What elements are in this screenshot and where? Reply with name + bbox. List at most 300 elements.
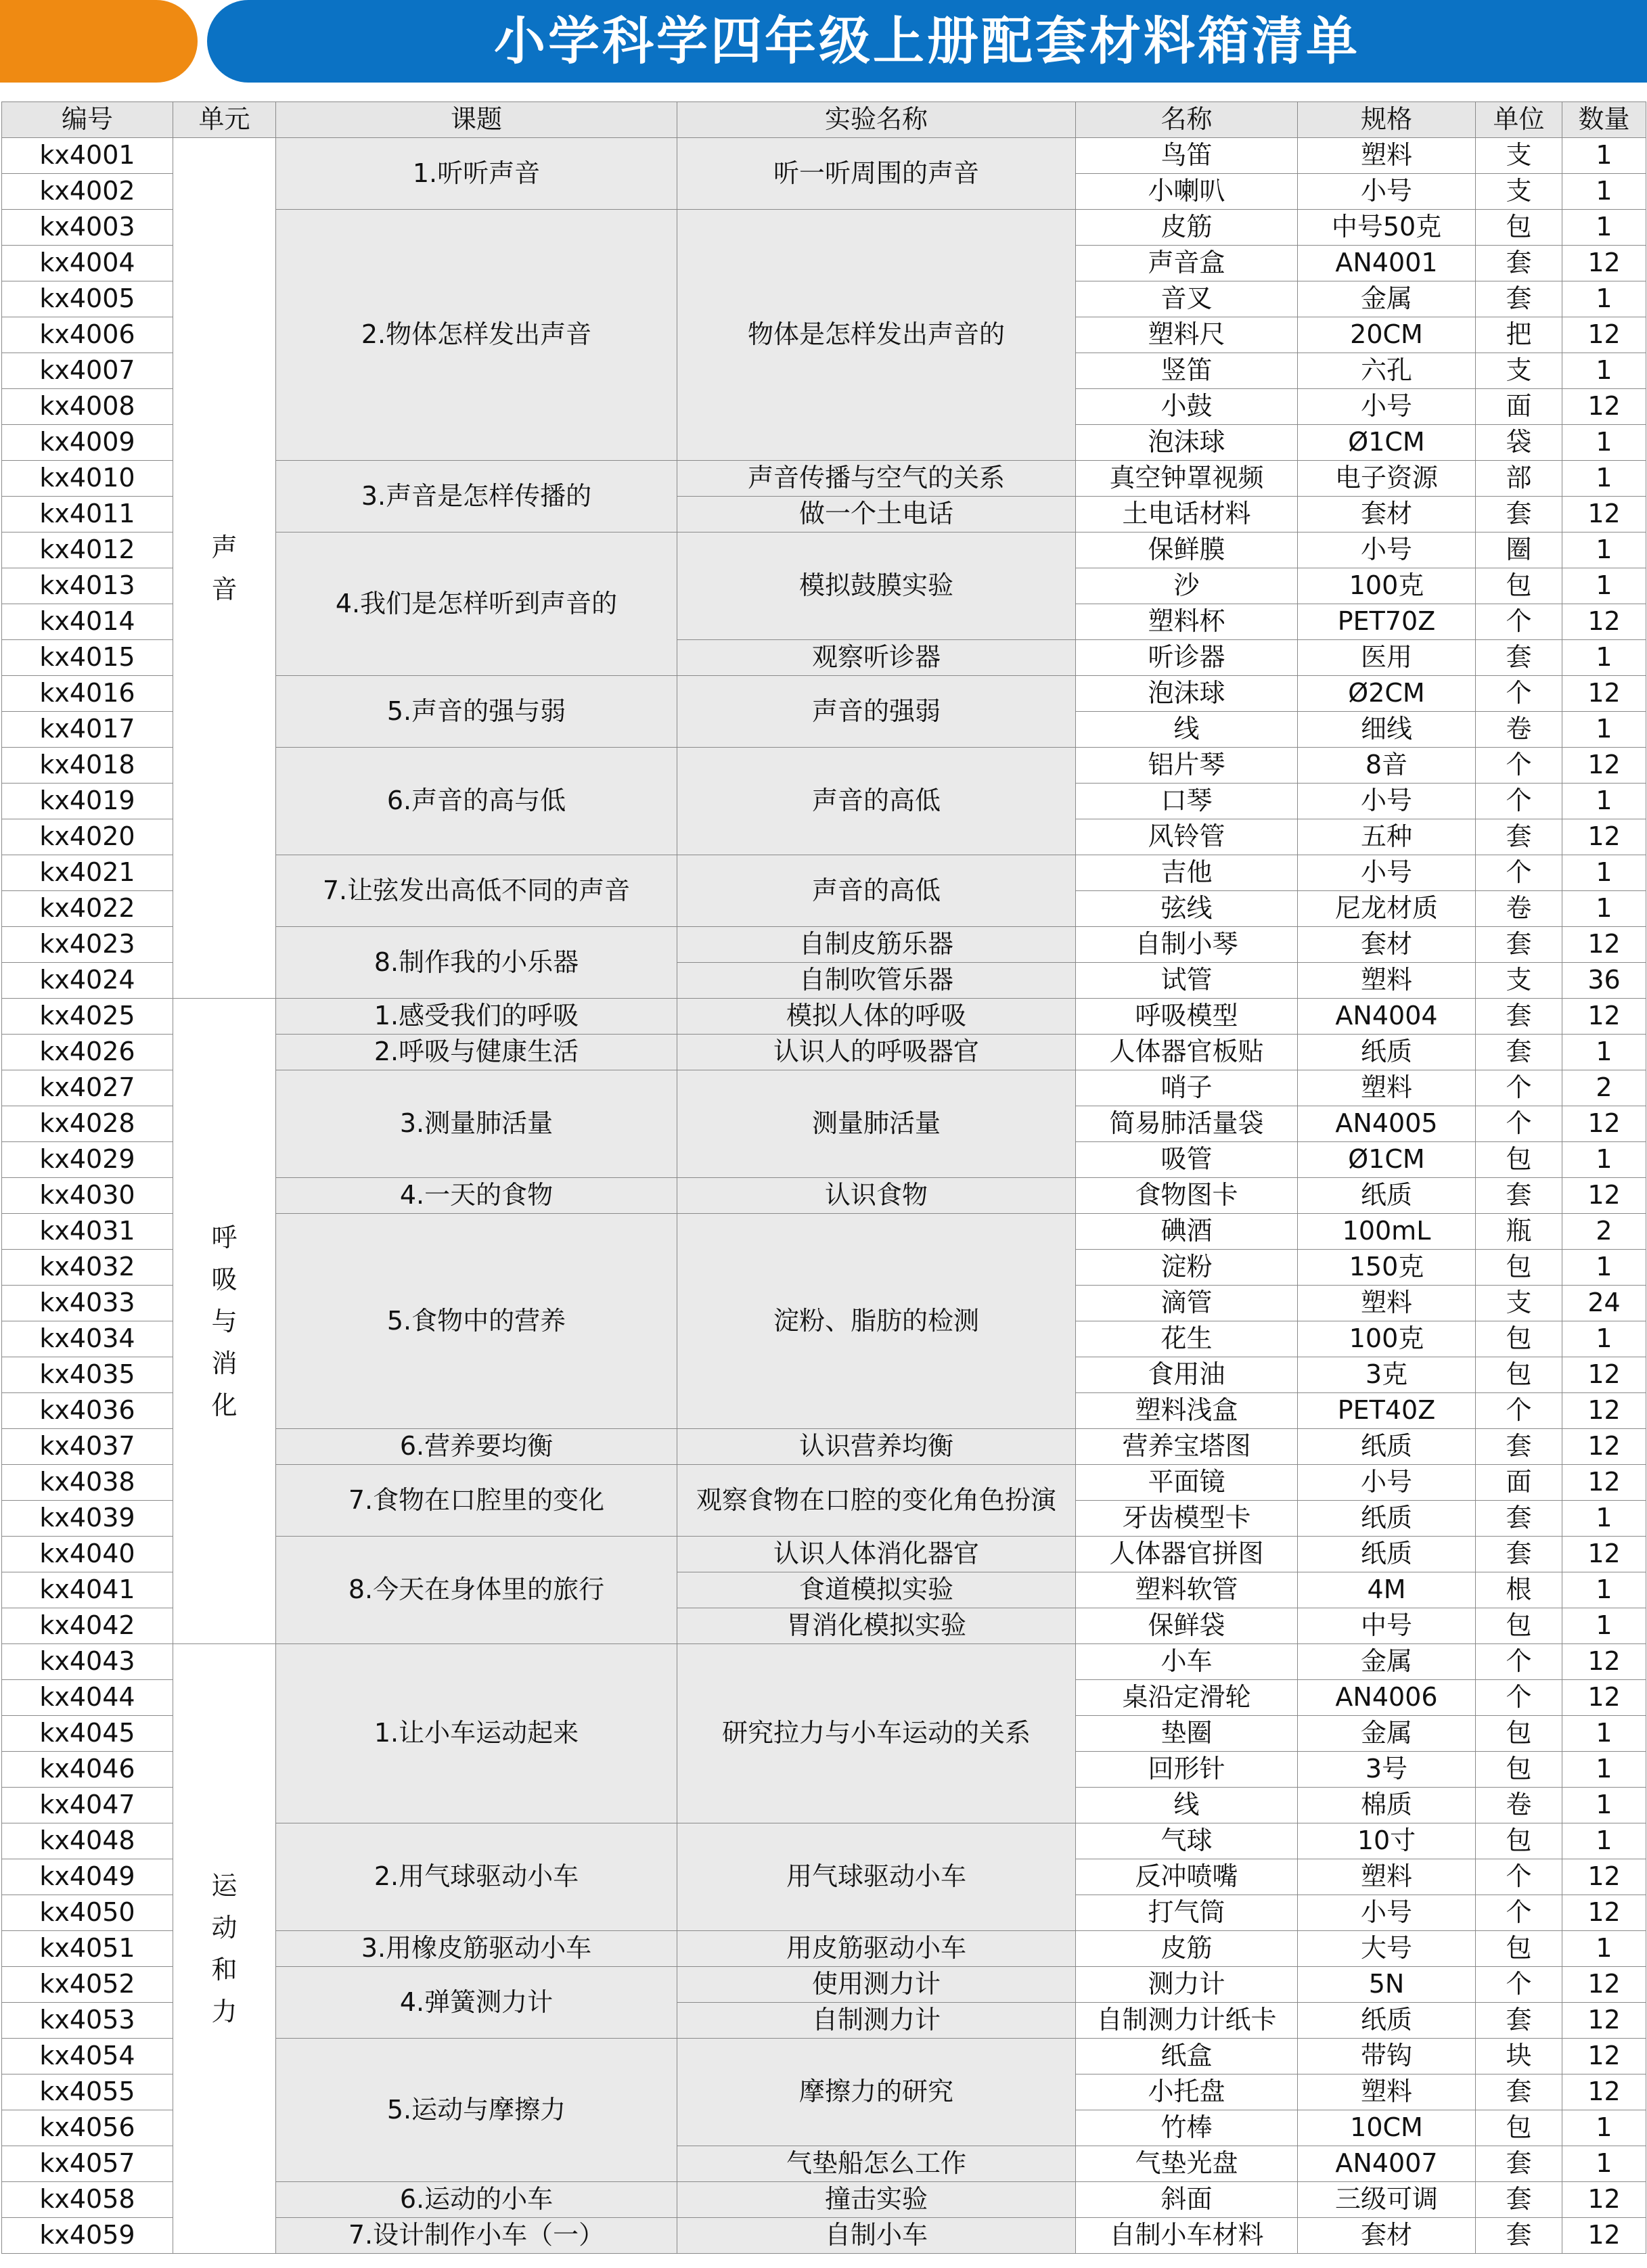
cell-spec: 100克	[1298, 1321, 1476, 1357]
cell-code: kx4011	[2, 497, 173, 532]
cell-spec: 金属	[1298, 1644, 1476, 1680]
cell-quantity: 1	[1562, 1142, 1646, 1178]
cell-quantity: 1	[1562, 1752, 1646, 1788]
table-row	[2, 1644, 1646, 1680]
cell-item-name: 泡沫球	[1076, 425, 1298, 461]
cell-quantity: 1	[1562, 1501, 1646, 1537]
cell-measure: 支	[1476, 353, 1562, 389]
cell-measure: 卷	[1476, 712, 1562, 748]
cell-spec: 大号	[1298, 1931, 1476, 1967]
cell-code: kx4018	[2, 748, 173, 784]
cell-measure: 个	[1476, 1070, 1562, 1106]
cell-spec: 带钩	[1298, 2039, 1476, 2074]
header-code: 编号	[2, 102, 173, 138]
cell-measure: 套	[1476, 1501, 1562, 1537]
cell-spec: 套材	[1298, 2218, 1476, 2254]
cell-code: kx4024	[2, 963, 173, 999]
cell-item-name: 小喇叭	[1076, 174, 1298, 210]
cell-code: kx4041	[2, 1572, 173, 1608]
cell-quantity: 12	[1562, 1178, 1646, 1214]
cell-measure: 根	[1476, 1572, 1562, 1608]
cell-measure: 支	[1476, 138, 1562, 174]
cell-item-name: 竹棒	[1076, 2110, 1298, 2146]
cell-topic: 6.声音的高与低	[276, 748, 677, 855]
cell-code: kx4048	[2, 1823, 173, 1859]
cell-item-name: 塑料软管	[1076, 1572, 1298, 1608]
cell-item-name: 真空钟罩视频	[1076, 461, 1298, 497]
cell-spec: 3号	[1298, 1752, 1476, 1788]
cell-quantity: 1	[1562, 461, 1646, 497]
cell-measure: 个	[1476, 1680, 1562, 1716]
cell-code: kx4032	[2, 1250, 173, 1286]
cell-code: kx4056	[2, 2110, 173, 2146]
cell-measure: 个	[1476, 1106, 1562, 1142]
cell-quantity: 12	[1562, 1537, 1646, 1572]
cell-quantity: 1	[1562, 281, 1646, 317]
cell-quantity: 12	[1562, 1465, 1646, 1501]
cell-item-name: 自制小琴	[1076, 927, 1298, 963]
cell-code: kx4013	[2, 568, 173, 604]
cell-measure: 个	[1476, 1895, 1562, 1931]
cell-topic: 5.声音的强与弱	[276, 676, 677, 748]
cell-measure: 个	[1476, 1393, 1562, 1429]
cell-item-name: 皮筋	[1076, 210, 1298, 246]
cell-topic: 6.营养要均衡	[276, 1429, 677, 1465]
cell-item-name: 铝片琴	[1076, 748, 1298, 784]
cell-item-name: 吸管	[1076, 1142, 1298, 1178]
cell-experiment: 摩擦力的研究	[677, 2039, 1076, 2146]
cell-measure: 包	[1476, 568, 1562, 604]
cell-spec: 小号	[1298, 1895, 1476, 1931]
cell-spec: 中号50克	[1298, 210, 1476, 246]
cell-measure: 包	[1476, 1250, 1562, 1286]
cell-code: kx4036	[2, 1393, 173, 1429]
cell-experiment: 研究拉力与小车运动的关系	[677, 1644, 1076, 1823]
cell-spec: PET70Z	[1298, 604, 1476, 640]
cell-item-name: 花生	[1076, 1321, 1298, 1357]
cell-spec: 小号	[1298, 784, 1476, 819]
cell-code: kx4027	[2, 1070, 173, 1106]
cell-code: kx4043	[2, 1644, 173, 1680]
cell-quantity: 12	[1562, 246, 1646, 281]
header-item-name: 名称	[1076, 102, 1298, 138]
cell-code: kx4005	[2, 281, 173, 317]
cell-code: kx4046	[2, 1752, 173, 1788]
cell-code: kx4014	[2, 604, 173, 640]
cell-experiment: 观察听诊器	[677, 640, 1076, 676]
cell-quantity: 12	[1562, 604, 1646, 640]
cell-spec: 100mL	[1298, 1214, 1476, 1250]
cell-code: kx4001	[2, 138, 173, 174]
cell-code: kx4026	[2, 1035, 173, 1070]
cell-spec: AN4005	[1298, 1106, 1476, 1142]
cell-code: kx4019	[2, 784, 173, 819]
cell-item-name: 皮筋	[1076, 1931, 1298, 1967]
cell-quantity: 1	[1562, 640, 1646, 676]
cell-measure: 支	[1476, 963, 1562, 999]
cell-experiment: 自制测力计	[677, 2003, 1076, 2039]
cell-spec: 5N	[1298, 1967, 1476, 2003]
cell-code: kx4038	[2, 1465, 173, 1501]
cell-experiment: 淀粉、脂肪的检测	[677, 1214, 1076, 1429]
cell-spec: 纸质	[1298, 1035, 1476, 1070]
cell-spec: 8音	[1298, 748, 1476, 784]
cell-measure: 瓶	[1476, 1214, 1562, 1250]
cell-spec: 纸质	[1298, 1178, 1476, 1214]
cell-spec: 塑料	[1298, 1070, 1476, 1106]
cell-code: kx4053	[2, 2003, 173, 2039]
cell-item-name: 塑料尺	[1076, 317, 1298, 353]
cell-topic: 4.我们是怎样听到声音的	[276, 532, 677, 676]
cell-measure: 卷	[1476, 1788, 1562, 1823]
materials-table	[1, 101, 1646, 2254]
cell-item-name: 竖笛	[1076, 353, 1298, 389]
cell-quantity: 1	[1562, 855, 1646, 891]
cell-item-name: 声音盒	[1076, 246, 1298, 281]
cell-code: kx4040	[2, 1537, 173, 1572]
cell-code: kx4051	[2, 1931, 173, 1967]
cell-quantity: 12	[1562, 748, 1646, 784]
cell-spec: PET40Z	[1298, 1393, 1476, 1429]
cell-item-name: 人体器官板贴	[1076, 1035, 1298, 1070]
cell-quantity: 1	[1562, 1788, 1646, 1823]
cell-measure: 套	[1476, 2003, 1562, 2039]
cell-code: kx4037	[2, 1429, 173, 1465]
cell-measure: 包	[1476, 1752, 1562, 1788]
cell-item-name: 沙	[1076, 568, 1298, 604]
header-topic: 课题	[276, 102, 677, 138]
cell-item-name: 自制小车材料	[1076, 2218, 1298, 2254]
cell-code: kx4004	[2, 246, 173, 281]
cell-measure: 套	[1476, 2218, 1562, 2254]
table-row	[2, 999, 1646, 1035]
cell-experiment: 声音的高低	[677, 748, 1076, 855]
cell-experiment: 认识食物	[677, 1178, 1076, 1214]
cell-quantity: 12	[1562, 497, 1646, 532]
cell-code: kx4008	[2, 389, 173, 425]
cell-spec: Ø1CM	[1298, 425, 1476, 461]
cell-experiment: 自制皮筋乐器	[677, 927, 1076, 963]
cell-item-name: 小车	[1076, 1644, 1298, 1680]
cell-experiment: 声音传播与空气的关系	[677, 461, 1076, 497]
header-spec: 规格	[1298, 102, 1476, 138]
cell-measure: 套	[1476, 640, 1562, 676]
cell-item-name: 回形针	[1076, 1752, 1298, 1788]
cell-item-name: 保鲜膜	[1076, 532, 1298, 568]
cell-experiment: 认识人的呼吸器官	[677, 1035, 1076, 1070]
cell-quantity: 12	[1562, 676, 1646, 712]
cell-quantity: 1	[1562, 1716, 1646, 1752]
cell-code: kx4010	[2, 461, 173, 497]
cell-item-name: 食用油	[1076, 1357, 1298, 1393]
cell-quantity: 1	[1562, 2146, 1646, 2182]
cell-spec: 尼龙材质	[1298, 891, 1476, 927]
cell-measure: 包	[1476, 1931, 1562, 1967]
cell-measure: 袋	[1476, 425, 1562, 461]
cell-code: kx4034	[2, 1321, 173, 1357]
cell-topic: 7.设计制作小车（一）	[276, 2218, 677, 2254]
cell-item-name: 塑料杯	[1076, 604, 1298, 640]
cell-spec: 中号	[1298, 1608, 1476, 1644]
cell-topic: 1.感受我们的呼吸	[276, 999, 677, 1035]
cell-measure: 包	[1476, 1321, 1562, 1357]
cell-quantity: 1	[1562, 174, 1646, 210]
cell-code: kx4020	[2, 819, 173, 855]
cell-code: kx4044	[2, 1680, 173, 1716]
cell-experiment: 认识人体消化器官	[677, 1537, 1076, 1572]
cell-measure: 套	[1476, 2182, 1562, 2218]
cell-quantity: 12	[1562, 1895, 1646, 1931]
cell-measure: 套	[1476, 246, 1562, 281]
cell-spec: AN4007	[1298, 2146, 1476, 2182]
cell-spec: 塑料	[1298, 1859, 1476, 1895]
cell-spec: 金属	[1298, 281, 1476, 317]
cell-experiment: 自制小车	[677, 2218, 1076, 2254]
cell-item-name: 气球	[1076, 1823, 1298, 1859]
cell-measure: 包	[1476, 1823, 1562, 1859]
cell-spec: 小号	[1298, 532, 1476, 568]
cell-spec: 纸质	[1298, 1501, 1476, 1537]
cell-measure: 套	[1476, 1537, 1562, 1572]
cell-spec: 套材	[1298, 497, 1476, 532]
cell-code: kx4002	[2, 174, 173, 210]
cell-measure: 套	[1476, 819, 1562, 855]
cell-unit: 呼 吸 与 消 化	[173, 999, 276, 1644]
cell-measure: 套	[1476, 281, 1562, 317]
header-experiment: 实验名称	[677, 102, 1076, 138]
cell-measure: 面	[1476, 1465, 1562, 1501]
cell-quantity: 1	[1562, 1250, 1646, 1286]
cell-code: kx4012	[2, 532, 173, 568]
cell-item-name: 滴管	[1076, 1286, 1298, 1321]
cell-measure: 个	[1476, 1644, 1562, 1680]
cell-item-name: 平面镜	[1076, 1465, 1298, 1501]
cell-experiment: 测量肺活量	[677, 1070, 1076, 1178]
cell-topic: 5.运动与摩擦力	[276, 2039, 677, 2182]
cell-quantity: 36	[1562, 963, 1646, 999]
cell-quantity: 1	[1562, 425, 1646, 461]
cell-unit: 运 动 和 力	[173, 1644, 276, 2254]
cell-quantity: 12	[1562, 1393, 1646, 1429]
cell-quantity: 12	[1562, 2074, 1646, 2110]
cell-spec: 10寸	[1298, 1823, 1476, 1859]
cell-item-name: 哨子	[1076, 1070, 1298, 1106]
cell-topic: 4.弹簧测力计	[276, 1967, 677, 2039]
cell-quantity: 12	[1562, 927, 1646, 963]
cell-item-name: 反冲喷嘴	[1076, 1859, 1298, 1895]
cell-item-name: 呼吸模型	[1076, 999, 1298, 1035]
cell-spec: 塑料	[1298, 963, 1476, 999]
cell-topic: 3.测量肺活量	[276, 1070, 677, 1178]
cell-spec: Ø1CM	[1298, 1142, 1476, 1178]
cell-code: kx4058	[2, 2182, 173, 2218]
cell-item-name: 塑料浅盒	[1076, 1393, 1298, 1429]
cell-topic: 1.让小车运动起来	[276, 1644, 677, 1823]
cell-measure: 支	[1476, 1286, 1562, 1321]
cell-code: kx4047	[2, 1788, 173, 1823]
cell-quantity: 1	[1562, 2110, 1646, 2146]
cell-experiment: 听一听周围的声音	[677, 138, 1076, 210]
cell-code: kx4030	[2, 1178, 173, 1214]
cell-quantity: 12	[1562, 999, 1646, 1035]
cell-spec: 电子资源	[1298, 461, 1476, 497]
cell-spec: 4M	[1298, 1572, 1476, 1608]
cell-experiment: 用气球驱动小车	[677, 1823, 1076, 1931]
cell-topic: 2.呼吸与健康生活	[276, 1035, 677, 1070]
cell-item-name: 气垫光盘	[1076, 2146, 1298, 2182]
cell-experiment: 做一个土电话	[677, 497, 1076, 532]
cell-experiment: 认识营养均衡	[677, 1429, 1076, 1465]
cell-item-name: 试管	[1076, 963, 1298, 999]
cell-code: kx4045	[2, 1716, 173, 1752]
cell-spec: Ø2CM	[1298, 676, 1476, 712]
cell-item-name: 自制测力计纸卡	[1076, 2003, 1298, 2039]
cell-code: kx4006	[2, 317, 173, 353]
cell-item-name: 打气筒	[1076, 1895, 1298, 1931]
cell-experiment: 自制吹管乐器	[677, 963, 1076, 999]
cell-item-name: 保鲜袋	[1076, 1608, 1298, 1644]
cell-quantity: 1	[1562, 353, 1646, 389]
cell-experiment: 物体是怎样发出声音的	[677, 210, 1076, 461]
cell-spec: 六孔	[1298, 353, 1476, 389]
cell-topic: 8.制作我的小乐器	[276, 927, 677, 999]
cell-quantity: 1	[1562, 1931, 1646, 1967]
cell-spec: 150克	[1298, 1250, 1476, 1286]
cell-code: kx4015	[2, 640, 173, 676]
cell-code: kx4016	[2, 676, 173, 712]
cell-experiment: 声音的高低	[677, 855, 1076, 927]
cell-item-name: 鸟笛	[1076, 138, 1298, 174]
cell-spec: 小号	[1298, 174, 1476, 210]
cell-quantity: 12	[1562, 1680, 1646, 1716]
cell-quantity: 12	[1562, 389, 1646, 425]
page-title: 小学科学四年级上册配套材料箱清单	[494, 11, 1360, 71]
cell-code: kx4049	[2, 1859, 173, 1895]
cell-quantity: 24	[1562, 1286, 1646, 1321]
cell-code: kx4035	[2, 1357, 173, 1393]
cell-topic: 2.物体怎样发出声音	[276, 210, 677, 461]
cell-quantity: 1	[1562, 1823, 1646, 1859]
cell-topic: 3.用橡皮筋驱动小车	[276, 1931, 677, 1967]
cell-spec: 10CM	[1298, 2110, 1476, 2146]
cell-spec: 100克	[1298, 568, 1476, 604]
cell-measure: 个	[1476, 855, 1562, 891]
cell-measure: 个	[1476, 1859, 1562, 1895]
cell-spec: 金属	[1298, 1716, 1476, 1752]
cell-topic: 3.声音是怎样传播的	[276, 461, 677, 532]
cell-quantity: 1	[1562, 138, 1646, 174]
cell-experiment: 观察食物在口腔的变化角色扮演	[677, 1465, 1076, 1537]
cell-quantity: 1	[1562, 1572, 1646, 1608]
cell-code: kx4007	[2, 353, 173, 389]
cell-item-name: 斜面	[1076, 2182, 1298, 2218]
cell-quantity: 2	[1562, 1214, 1646, 1250]
cell-code: kx4054	[2, 2039, 173, 2074]
cell-item-name: 泡沫球	[1076, 676, 1298, 712]
cell-code: kx4055	[2, 2074, 173, 2110]
cell-item-name: 简易肺活量袋	[1076, 1106, 1298, 1142]
cell-code: kx4059	[2, 2218, 173, 2254]
cell-item-name: 牙齿模型卡	[1076, 1501, 1298, 1537]
cell-item-name: 线	[1076, 1788, 1298, 1823]
cell-spec: 塑料	[1298, 2074, 1476, 2110]
cell-measure: 包	[1476, 210, 1562, 246]
cell-spec: 医用	[1298, 640, 1476, 676]
cell-quantity: 12	[1562, 1106, 1646, 1142]
cell-experiment: 模拟鼓膜实验	[677, 532, 1076, 640]
cell-quantity: 1	[1562, 784, 1646, 819]
cell-measure: 卷	[1476, 891, 1562, 927]
cell-spec: AN4004	[1298, 999, 1476, 1035]
header-measure: 单位	[1476, 102, 1562, 138]
cell-spec: 3克	[1298, 1357, 1476, 1393]
cell-quantity: 1	[1562, 1321, 1646, 1357]
cell-topic: 4.一天的食物	[276, 1178, 677, 1214]
cell-spec: 纸质	[1298, 1537, 1476, 1572]
cell-quantity: 1	[1562, 1035, 1646, 1070]
cell-spec: AN4001	[1298, 246, 1476, 281]
cell-quantity: 1	[1562, 532, 1646, 568]
cell-topic: 7.食物在口腔里的变化	[276, 1465, 677, 1537]
cell-item-name: 弦线	[1076, 891, 1298, 927]
cell-code: kx4029	[2, 1142, 173, 1178]
cell-measure: 套	[1476, 1178, 1562, 1214]
cell-quantity: 12	[1562, 1859, 1646, 1895]
cell-code: kx4050	[2, 1895, 173, 1931]
cell-quantity: 12	[1562, 317, 1646, 353]
cell-spec: AN4006	[1298, 1680, 1476, 1716]
cell-measure: 套	[1476, 2074, 1562, 2110]
cell-quantity: 12	[1562, 2003, 1646, 2039]
cell-measure: 部	[1476, 461, 1562, 497]
cell-measure: 块	[1476, 2039, 1562, 2074]
cell-experiment: 模拟人体的呼吸	[677, 999, 1076, 1035]
cell-quantity: 12	[1562, 1644, 1646, 1680]
cell-spec: 细线	[1298, 712, 1476, 748]
cell-experiment: 使用测力计	[677, 1967, 1076, 2003]
cell-item-name: 风铃管	[1076, 819, 1298, 855]
cell-quantity: 1	[1562, 891, 1646, 927]
header-unit: 单元	[173, 102, 276, 138]
cell-spec: 五种	[1298, 819, 1476, 855]
cell-quantity: 12	[1562, 1967, 1646, 2003]
cell-quantity: 12	[1562, 1357, 1646, 1393]
cell-measure: 套	[1476, 2146, 1562, 2182]
cell-code: kx4033	[2, 1286, 173, 1321]
cell-quantity: 1	[1562, 712, 1646, 748]
cell-code: kx4003	[2, 210, 173, 246]
cell-topic: 5.食物中的营养	[276, 1214, 677, 1429]
cell-quantity: 2	[1562, 1070, 1646, 1106]
cell-experiment: 气垫船怎么工作	[677, 2146, 1076, 2182]
cell-code: kx4052	[2, 1967, 173, 2003]
table-row	[2, 138, 1646, 174]
cell-quantity: 12	[1562, 2039, 1646, 2074]
cell-quantity: 1	[1562, 210, 1646, 246]
cell-measure: 个	[1476, 676, 1562, 712]
cell-measure: 包	[1476, 1142, 1562, 1178]
cell-spec: 20CM	[1298, 317, 1476, 353]
cell-code: kx4023	[2, 927, 173, 963]
cell-code: kx4028	[2, 1106, 173, 1142]
cell-item-name: 线	[1076, 712, 1298, 748]
cell-spec: 三级可调	[1298, 2182, 1476, 2218]
cell-item-name: 人体器官拼图	[1076, 1537, 1298, 1572]
cell-measure: 把	[1476, 317, 1562, 353]
cell-code: kx4025	[2, 999, 173, 1035]
cell-topic: 1.听听声音	[276, 138, 677, 210]
cell-item-name: 听诊器	[1076, 640, 1298, 676]
